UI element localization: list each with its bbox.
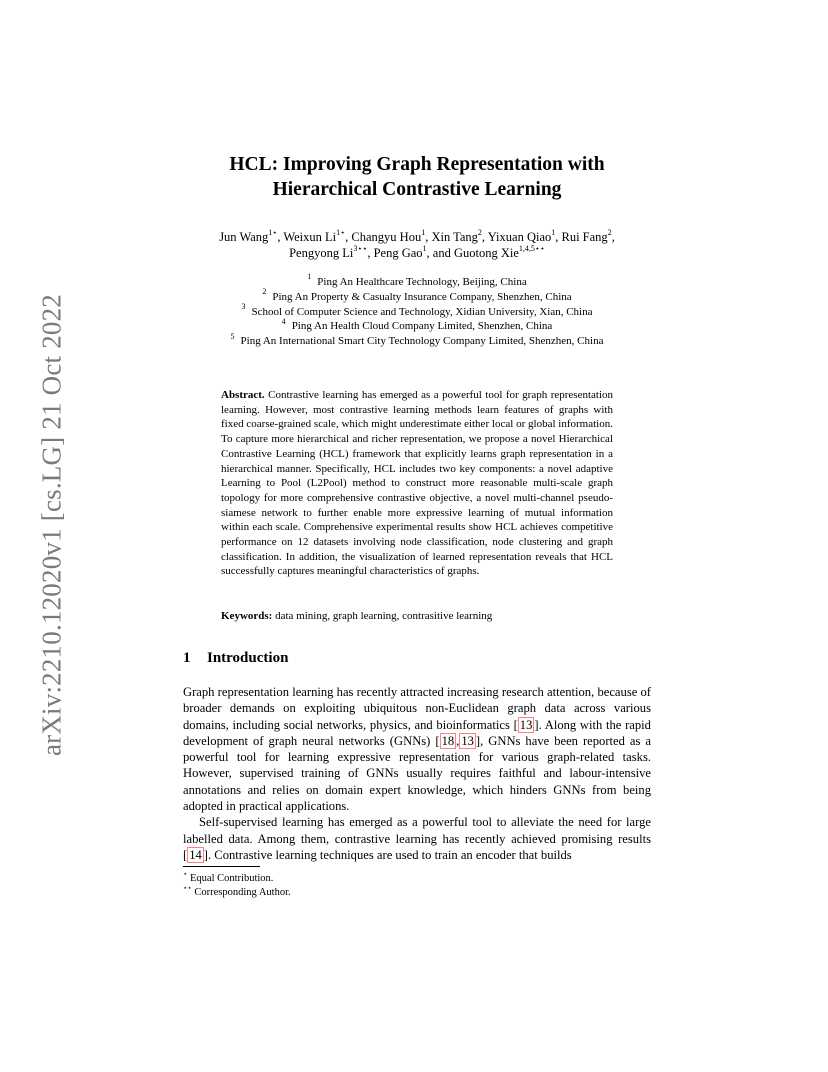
- paragraph-text: ], GNNs have been reported as a powerful tool for learning expressive representation for various graph-related tasks. However, supervised training of GNNs usually requires faithful and labour-intensive annotations and relies on domain expert knowledge, which hinders GNNs from being adopted in practical applications.: [183, 733, 651, 814]
- affiliation-number: 3: [241, 301, 246, 311]
- footnotes: [183, 869, 291, 900]
- footnote: [183, 883, 291, 900]
- affiliation: [183, 316, 651, 334]
- author-separator: ,: [611, 230, 615, 244]
- citation-link[interactable]: 18: [441, 733, 455, 748]
- paragraph-text: Self-supervised learning has emerged as a powerful tool to alleviate the need for large labelled data. Among them, contrastive learning has recently achieved promising results [: [183, 815, 651, 862]
- author-name: , and Guotong Xie: [426, 246, 519, 260]
- title-line: HCL: Improving Graph Representation with: [229, 154, 605, 175]
- citation-link[interactable]: 14: [189, 847, 202, 862]
- author-mark: 1: [422, 243, 427, 253]
- author-line: [183, 245, 651, 261]
- title-line: Hierarchical Contrastive Learning: [272, 179, 562, 200]
- author-name: , Peng Gao: [367, 246, 423, 260]
- section-heading: [183, 650, 288, 667]
- affiliation-text: Ping An Healthcare Technology, Beijing, China: [317, 276, 527, 288]
- affiliation-number: 2: [262, 287, 267, 297]
- affiliation-number: 5: [230, 331, 235, 341]
- footnote-text: Equal Contribution.: [190, 873, 274, 884]
- affiliation-text: Ping An Health Cloud Company Limited, Shenzhen, China: [291, 320, 553, 333]
- author-mark: 1,4,5⋆⋆: [518, 243, 545, 253]
- footnote: [183, 869, 291, 886]
- author-mark: 1: [551, 227, 556, 237]
- abstract-label: Abstract.: [221, 389, 265, 401]
- author-mark: 3⋆⋆: [353, 243, 368, 253]
- author-mark: 1⋆: [268, 227, 278, 237]
- affiliation-text: School of Computer Science and Technology, Xidian University, Xian, China: [251, 305, 593, 318]
- author-mark: 2: [477, 227, 482, 237]
- keywords: [221, 609, 613, 624]
- author-name: Pengyong Li: [289, 246, 354, 260]
- author-mark: 1: [421, 227, 426, 237]
- affiliation-list: [183, 272, 651, 349]
- footnote-text: Corresponding Author.: [194, 887, 291, 898]
- author-name: Jun Wang: [219, 230, 269, 244]
- abstract: [221, 388, 613, 579]
- author-name: , Rui Fang: [555, 230, 608, 244]
- paragraph: [183, 684, 651, 814]
- author-list: [183, 229, 651, 261]
- section-title: Introduction: [207, 650, 289, 666]
- citation-link[interactable]: 13: [519, 717, 533, 732]
- arxiv-identifier: arXiv:2210.12020v1 [cs.LG] 21 Oct 2022: [36, 293, 67, 757]
- footnote-mark: ⋆⋆: [183, 883, 192, 892]
- paragraph-text: ]. Along with the rapid development of graph neural networks (GNNs) [: [183, 717, 651, 748]
- affiliation: [183, 287, 651, 305]
- introduction-body: [183, 684, 651, 863]
- paragraph: [183, 814, 651, 863]
- author-name: , Yixuan Qiao: [481, 230, 552, 244]
- paragraph-text: ]. Contrastive learning techniques are used to train an encoder that builds: [203, 847, 572, 862]
- affiliation: [183, 301, 651, 320]
- affiliation: [183, 272, 651, 290]
- abstract-text: Contrastive learning has emerged as a powerful tool for graph representation learning. However, most contrastive learning methods learn features of graphs with fixed coarse-grained scale, which might underestimate either local or global information. To capture more hierarchical and richer representation, we propose a novel Hierarchical Contrastive Learning (HCL) framework that explicitly learns graph representation in a hierarchical manner. Specifically, HCL includes two key components: a novel adaptive Learning to Pool (L2Pool) method to construct more reasonable multi-scale graph topology for more comprehensive contrastive objective, a novel multi-channel pseudo-siamese network to further enable more expressive learning of mutual information within each scale. Comprehensive experimental results show HCL achieves competitive performance on 12 datasets involving node classification, node clustering and graph classification. In addition, the visualization of learned representation reveals that HCL successfully captures meaningful characteristics of graphs.: [221, 389, 614, 578]
- paragraph-text: Graph representation learning has recently attracted increasing research attention, because of broader demands on exploiting ubiquitous non-Euclidean graph data across various domains, including social networks, physics, and bioinformatics [: [183, 685, 651, 732]
- keywords-text: data mining, graph learning, contrasitive learning: [275, 610, 493, 622]
- author-name: , Changyu Hou: [345, 230, 422, 244]
- footnote-mark: ⋆: [183, 869, 188, 878]
- paper-title: [183, 152, 651, 202]
- affiliation-number: 4: [281, 316, 286, 326]
- footnote-divider: [183, 866, 260, 867]
- affiliation: [183, 331, 651, 349]
- paragraph-text: ,: [456, 733, 460, 748]
- keywords-label: Keywords:: [221, 610, 273, 622]
- author-mark: 2: [607, 227, 612, 237]
- author-name: , Xin Tang: [425, 230, 478, 244]
- affiliation-text: Ping An International Smart City Technology Company Limited, Shenzhen, China: [240, 335, 604, 348]
- section-number: 1: [183, 650, 191, 666]
- affiliation-number: 1: [307, 272, 312, 282]
- author-line: [183, 229, 651, 245]
- author-name: , Weixun Li: [277, 230, 337, 244]
- author-mark: 1⋆: [336, 227, 346, 237]
- citation-link[interactable]: 13: [461, 733, 474, 748]
- affiliation-text: Ping An Property & Casualty Insurance Company, Shenzhen, China: [272, 290, 572, 303]
